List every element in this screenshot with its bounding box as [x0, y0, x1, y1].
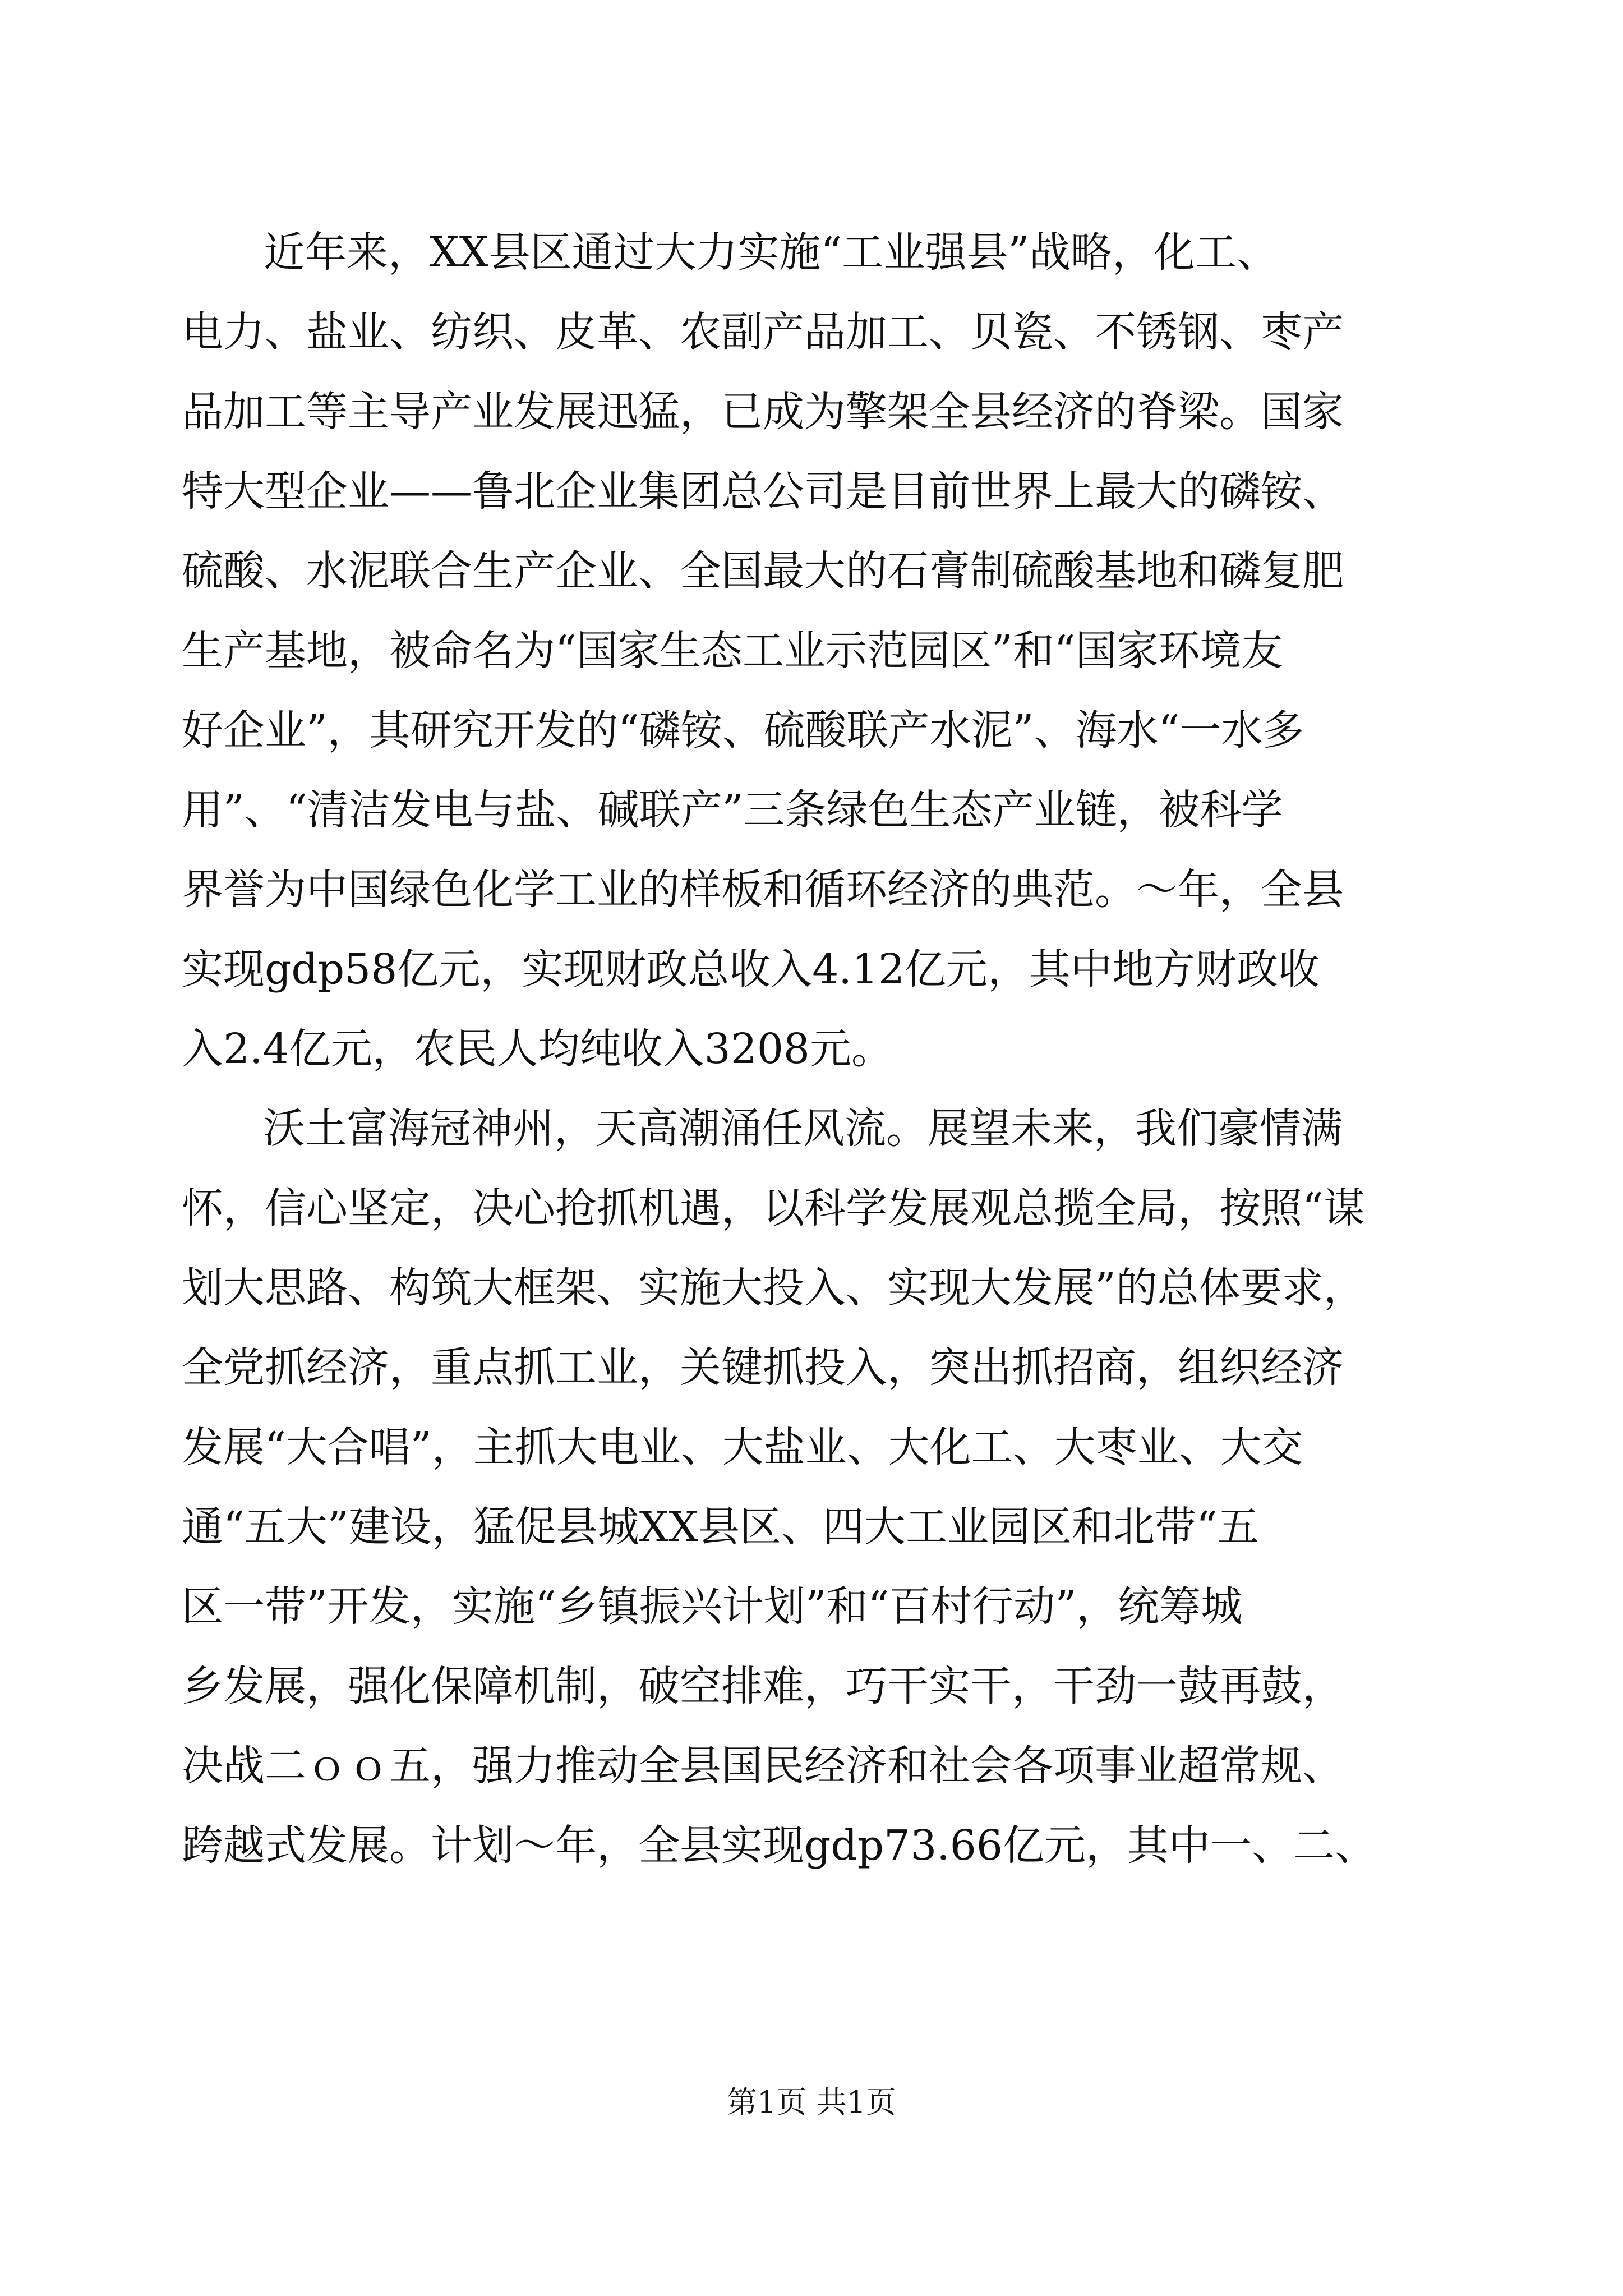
paragraph-1-line-3: 品加工等主导产业发展迅猛，已成为擎架全县经济的脊梁。国家	[182, 388, 1344, 436]
paragraph-2-line-7: 区一带”开发，实施“乡镇振兴计划”和“百村行动”，统筹城	[182, 1582, 1243, 1631]
paragraph-1-line-11: 入2.4亿元，农民人均纯收入3208元。	[182, 1025, 893, 1073]
page-footer: 第1页 共1页	[727, 2085, 896, 2120]
paragraph-1-line-8: 用”、“清洁发电与盐、碱联产”三条绿色生态产业链，被科学	[182, 786, 1283, 834]
paragraph-2-line-1: 沃土富海冠神州，天高潮涌任风流。展望未来，我们豪情满	[264, 1105, 1343, 1153]
paragraph-2-line-5: 发展“大合唱”，主抓大电业、大盐业、大化工、大枣业、大交	[182, 1423, 1303, 1471]
paragraph-2-line-2: 怀，信心坚定，决心抢抓机遇，以科学发展观总揽全局，按照“谋	[182, 1184, 1365, 1232]
paragraph-2-line-6: 通“五大”建设，猛促县城XX县区、四大工业园区和北带“五	[182, 1503, 1259, 1551]
paragraph-1-line-2: 电力、盐业、纺织、皮革、农副产品加工、贝瓷、不锈钢、枣产	[182, 308, 1344, 356]
paragraph-1-line-5: 硫酸、水泥联合生产企业、全国最大的石膏制硫酸基地和磷复肥	[182, 547, 1344, 595]
paragraph-2-line-9: 决战二ｏｏ五，强力推动全县国民经济和社会各项事业超常规、	[182, 1742, 1344, 1790]
paragraph-1-line-4: 特大型企业——鲁北企业集团总公司是目前世界上最大的磷铵、	[182, 467, 1344, 516]
paragraph-1-line-9: 界誉为中国绿色化学工业的样板和循环经济的典范。～年，全县	[182, 866, 1344, 914]
paragraph-2-line-4: 全党抓经济，重点抓工业，关键抓投入，突出抓招商，组织经济	[182, 1343, 1344, 1392]
paragraph-2-line-10: 跨越式发展。计划～年，全县实现gdp73.66亿元，其中一、二、	[182, 1821, 1376, 1870]
paragraph-2-line-3: 划大思路、构筑大框架、实施大投入、实现大发展”的总体要求，	[182, 1264, 1365, 1312]
paragraph-1-line-6: 生产基地，被命名为“国家生态工业示范园区”和“国家环境友	[182, 627, 1283, 675]
paragraph-1-line-10: 实现gdp58亿元，实现财政总收入4.12亿元，其中地方财政收	[182, 945, 1320, 993]
paragraph-2-line-8: 乡发展，强化保障机制，破空排难，巧干实干，干劲一鼓再鼓，	[182, 1662, 1344, 1710]
paragraph-1-line-1: 近年来，XX县区通过大力实施“工业强县”战略，化工、	[264, 228, 1279, 277]
paragraph-1-line-7: 好企业”，其研究开发的“磷铵、硫酸联产水泥”、海水“一水多	[182, 706, 1304, 754]
